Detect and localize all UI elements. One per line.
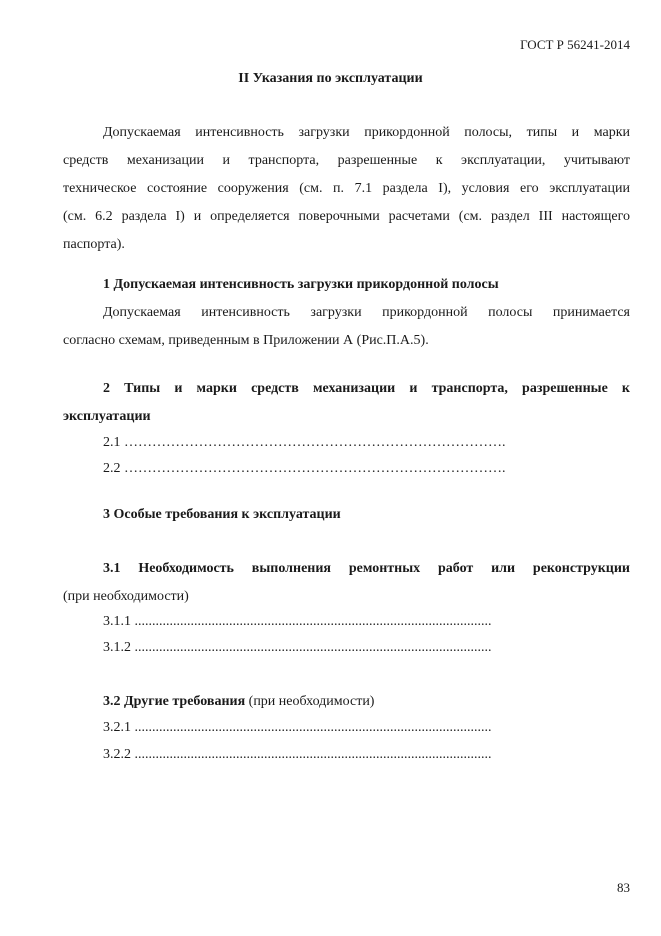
section-1 (63, 271, 630, 355)
section-3-2-heading (63, 688, 630, 716)
intro-paragraph (63, 119, 630, 259)
section-3-1-heading: 3.1 Необходимость выполнения ремонтных работ или реконструкции (103, 561, 630, 576)
intro-line: Допускаемая интенсивность загрузки прикордонной полосы, типы и марки (103, 125, 630, 140)
section-2-heading: 2 Типы и марки средств механизации и транспорта, разрешенные к (103, 381, 630, 396)
section-1-line: Допускаемая интенсивность загрузки прикордонной полосы принимается (103, 305, 630, 320)
intro-line: техническое состояние сооружения (см. п. 7.1 раздела I), условия его эксплуатации (63, 181, 630, 196)
item-2-2: 2.2 ………………………………………………………………………. (103, 461, 506, 476)
section-3-2 (63, 688, 630, 716)
section-3-2-heading-bold: 3.2 Другие требования (103, 694, 246, 709)
section-3-2-heading-note: (при необходимости) (245, 694, 375, 709)
item-3-1-1: 3.1.1 ...................................................................................................... (103, 614, 492, 629)
section-2 (63, 375, 630, 431)
standard-code: ГОСТ Р 56241-2014 (520, 37, 630, 52)
section-3-heading: 3 Особые требования к эксплуатации (103, 507, 341, 522)
item-3-1-2: 3.1.2 ...................................................................................................... (103, 640, 492, 655)
section-1-line: согласно схемам, приведенным в Приложении А (Рис.П.А.5). (63, 333, 429, 348)
section-3-1 (63, 555, 630, 611)
intro-line: паспорта). (63, 237, 125, 252)
section-2-heading-cont: эксплуатации (63, 409, 151, 424)
section-title: II Указания по эксплуатации (238, 71, 423, 86)
intro-line: (см. 6.2 раздела I) и определяется поверочными расчетами (см. раздел III настоящего (63, 209, 630, 224)
section-3-1-heading-cont: (при необходимости) (63, 589, 189, 604)
item-3-2-1: 3.2.1 ...................................................................................................... (103, 720, 492, 735)
item-3-2-2: 3.2.2 ...................................................................................................... (103, 747, 492, 762)
item-2-1: 2.1 ………………………………………………………………………. (103, 435, 506, 450)
section-1-heading: 1 Допускаемая интенсивность загрузки прикордонной полосы (103, 277, 499, 292)
page-number: 83 (617, 880, 630, 895)
section-3 (63, 501, 630, 529)
intro-line: средств механизации и транспорта, разрешенные к эксплуатации, учитывают (63, 153, 630, 168)
